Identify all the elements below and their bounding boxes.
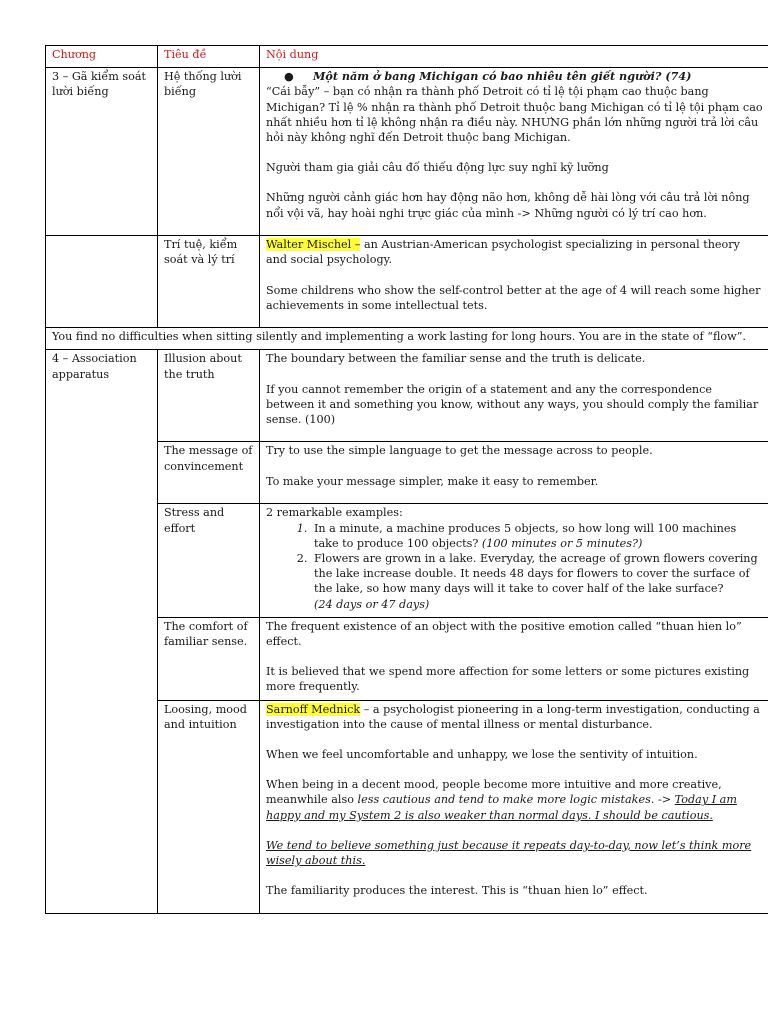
- paragraph: Những người cảnh giác hơn hay động não hơn, không dễ hài lòng với câu trả lời nông nổi vội vã, hay hoài nghi trực giác của mình -> Những người có lý trí cao hơn.: [266, 191, 750, 220]
- paragraph: Some childrens who show the self-control better at the age of 4 will reach some higher achievements in some intellectual tets.: [266, 283, 761, 312]
- paragraph: Try to use the simple language to get the message across to people.: [266, 444, 653, 458]
- highlighted-name: Walter Mischel –: [266, 238, 361, 252]
- text-span: When being in a decent mood, people become more intuitive and more creative, meanwhile also: [266, 778, 722, 807]
- example-text: In a minute, a machine produces 5 objects, so how long will 100 machines take to produce 100 objects?: [314, 521, 737, 550]
- header-content: Nội dung: [260, 46, 768, 68]
- content-cell: [260, 504, 768, 617]
- chapter-cell: 4 – Association apparatus: [46, 350, 158, 913]
- paragraph: The boundary between the familiar sense and the truth is delicate.: [266, 352, 646, 366]
- flow-note-row: [46, 328, 768, 350]
- title-cell: Trí tuệ, kiểm soát và lý trí: [158, 236, 260, 328]
- intro-text: – a psychologist pioneering in a long-term investigation, conducting a investigation into the cause of mental illness or mental disturbance.: [266, 702, 760, 731]
- title-cell: Illusion about the truth: [158, 350, 260, 442]
- example-answer: (24 days or 47 days): [314, 597, 430, 611]
- paragraph: [266, 237, 763, 267]
- paragraph: [266, 777, 763, 823]
- paragraph: To make your message simpler, make it easy to remember.: [266, 474, 599, 488]
- paragraph: When we feel uncomfortable and unhappy, we lose the sentivity of intuition.: [266, 748, 698, 762]
- table-row: [46, 68, 768, 236]
- paragraph: [266, 702, 763, 732]
- content-cell: [260, 617, 768, 700]
- title-cell: Loosing, mood and intuition: [158, 700, 260, 913]
- paragraph: It is believed that we spend more affection for some letters or some pictures existing more frequently.: [266, 665, 750, 694]
- content-cell: [260, 350, 768, 442]
- chapter-cell: 3 – Gã kiểm soát lười biếng: [46, 68, 158, 236]
- table-row: [46, 236, 768, 328]
- content-cell: [260, 442, 768, 504]
- header-chapter: Chương: [46, 46, 158, 68]
- notes-table: [45, 45, 768, 914]
- underlined-note: Today I am happy and my System 2 is also weaker than normal days. I should be cautious.: [266, 793, 737, 822]
- chapter-cell: [46, 236, 158, 328]
- italic-text: less cautious and tend to make more logic mistakes: [357, 793, 651, 807]
- paragraph: The frequent existence of an object with the positive emotion called “thuan hien lo” effect.: [266, 619, 742, 649]
- underlined-note: We tend to believe something just because it repeats day-to-day, now let’s think more wisely about this.: [266, 838, 752, 868]
- intro-text: an Austrian-American psychologist specializing in personal theory and social psychology.: [266, 238, 740, 267]
- example-text: Flowers are grown in a lake. Everyday, the acreage of grown flowers covering the lake increase double. It needs 48 days for flowers to cover the surface of the lake, so how many days will it take to cover half of the lake surface?: [314, 552, 758, 596]
- paragraph: The familiarity produces the interest. This is “thuan hien lo” effect.: [266, 884, 648, 898]
- flow-note: You find no difficulties when sitting silently and implementing a work lasting for long hours. You are in the state of “flow”.: [46, 328, 768, 350]
- bullet-item: [266, 69, 763, 84]
- example-answer: (100 minutes or 5 minutes?): [478, 536, 643, 550]
- paragraph: If you cannot remember the origin of a statement and any the correspondence between it and something you know, without any ways, you should comply the familiar sense. (100): [266, 382, 759, 427]
- paragraph: “Cái bẫy” – bạn có nhận ra thành phố Detroit có tỉ lệ tội phạm cao thuộc bang Michigan? Tỉ lệ % nhận ra thành phố Detroit thuộc bang Michigan có tỉ lệ tội phạm cao nhất nhiều hơn tỉ lệ không nhận ra điều này. NHƯNG phần lớn những người trả lời câu hỏi này không nghĩ đến Detroit thuộc bang Michigan.: [266, 85, 763, 145]
- bullet-icon: ●: [284, 70, 294, 84]
- examples-list: [266, 521, 763, 612]
- highlighted-name: Sarnoff Mednick: [266, 702, 361, 716]
- list-item: [311, 551, 763, 612]
- header-row: [46, 46, 768, 68]
- list-item: [311, 521, 763, 551]
- bullet-question: Một năm ở bang Michigan có bao nhiêu tên giết người? (74): [313, 69, 692, 84]
- table-row: [46, 350, 768, 442]
- text-span: . ->: [650, 793, 675, 807]
- header-title: Tiêu đề: [158, 46, 260, 68]
- title-cell: Hệ thống lười biếng: [158, 68, 260, 236]
- content-cell: [260, 236, 768, 328]
- title-cell: Stress and effort: [158, 504, 260, 617]
- content-cell: [260, 700, 768, 913]
- title-cell: The message of convincement: [158, 442, 260, 504]
- paragraph: Người tham gia giải câu đố thiếu động lực suy nghĩ kỹ lưỡng: [266, 161, 609, 175]
- title-cell: The comfort of familiar sense.: [158, 617, 260, 700]
- paragraph: 2 remarkable examples:: [266, 506, 403, 520]
- content-cell: [260, 68, 768, 236]
